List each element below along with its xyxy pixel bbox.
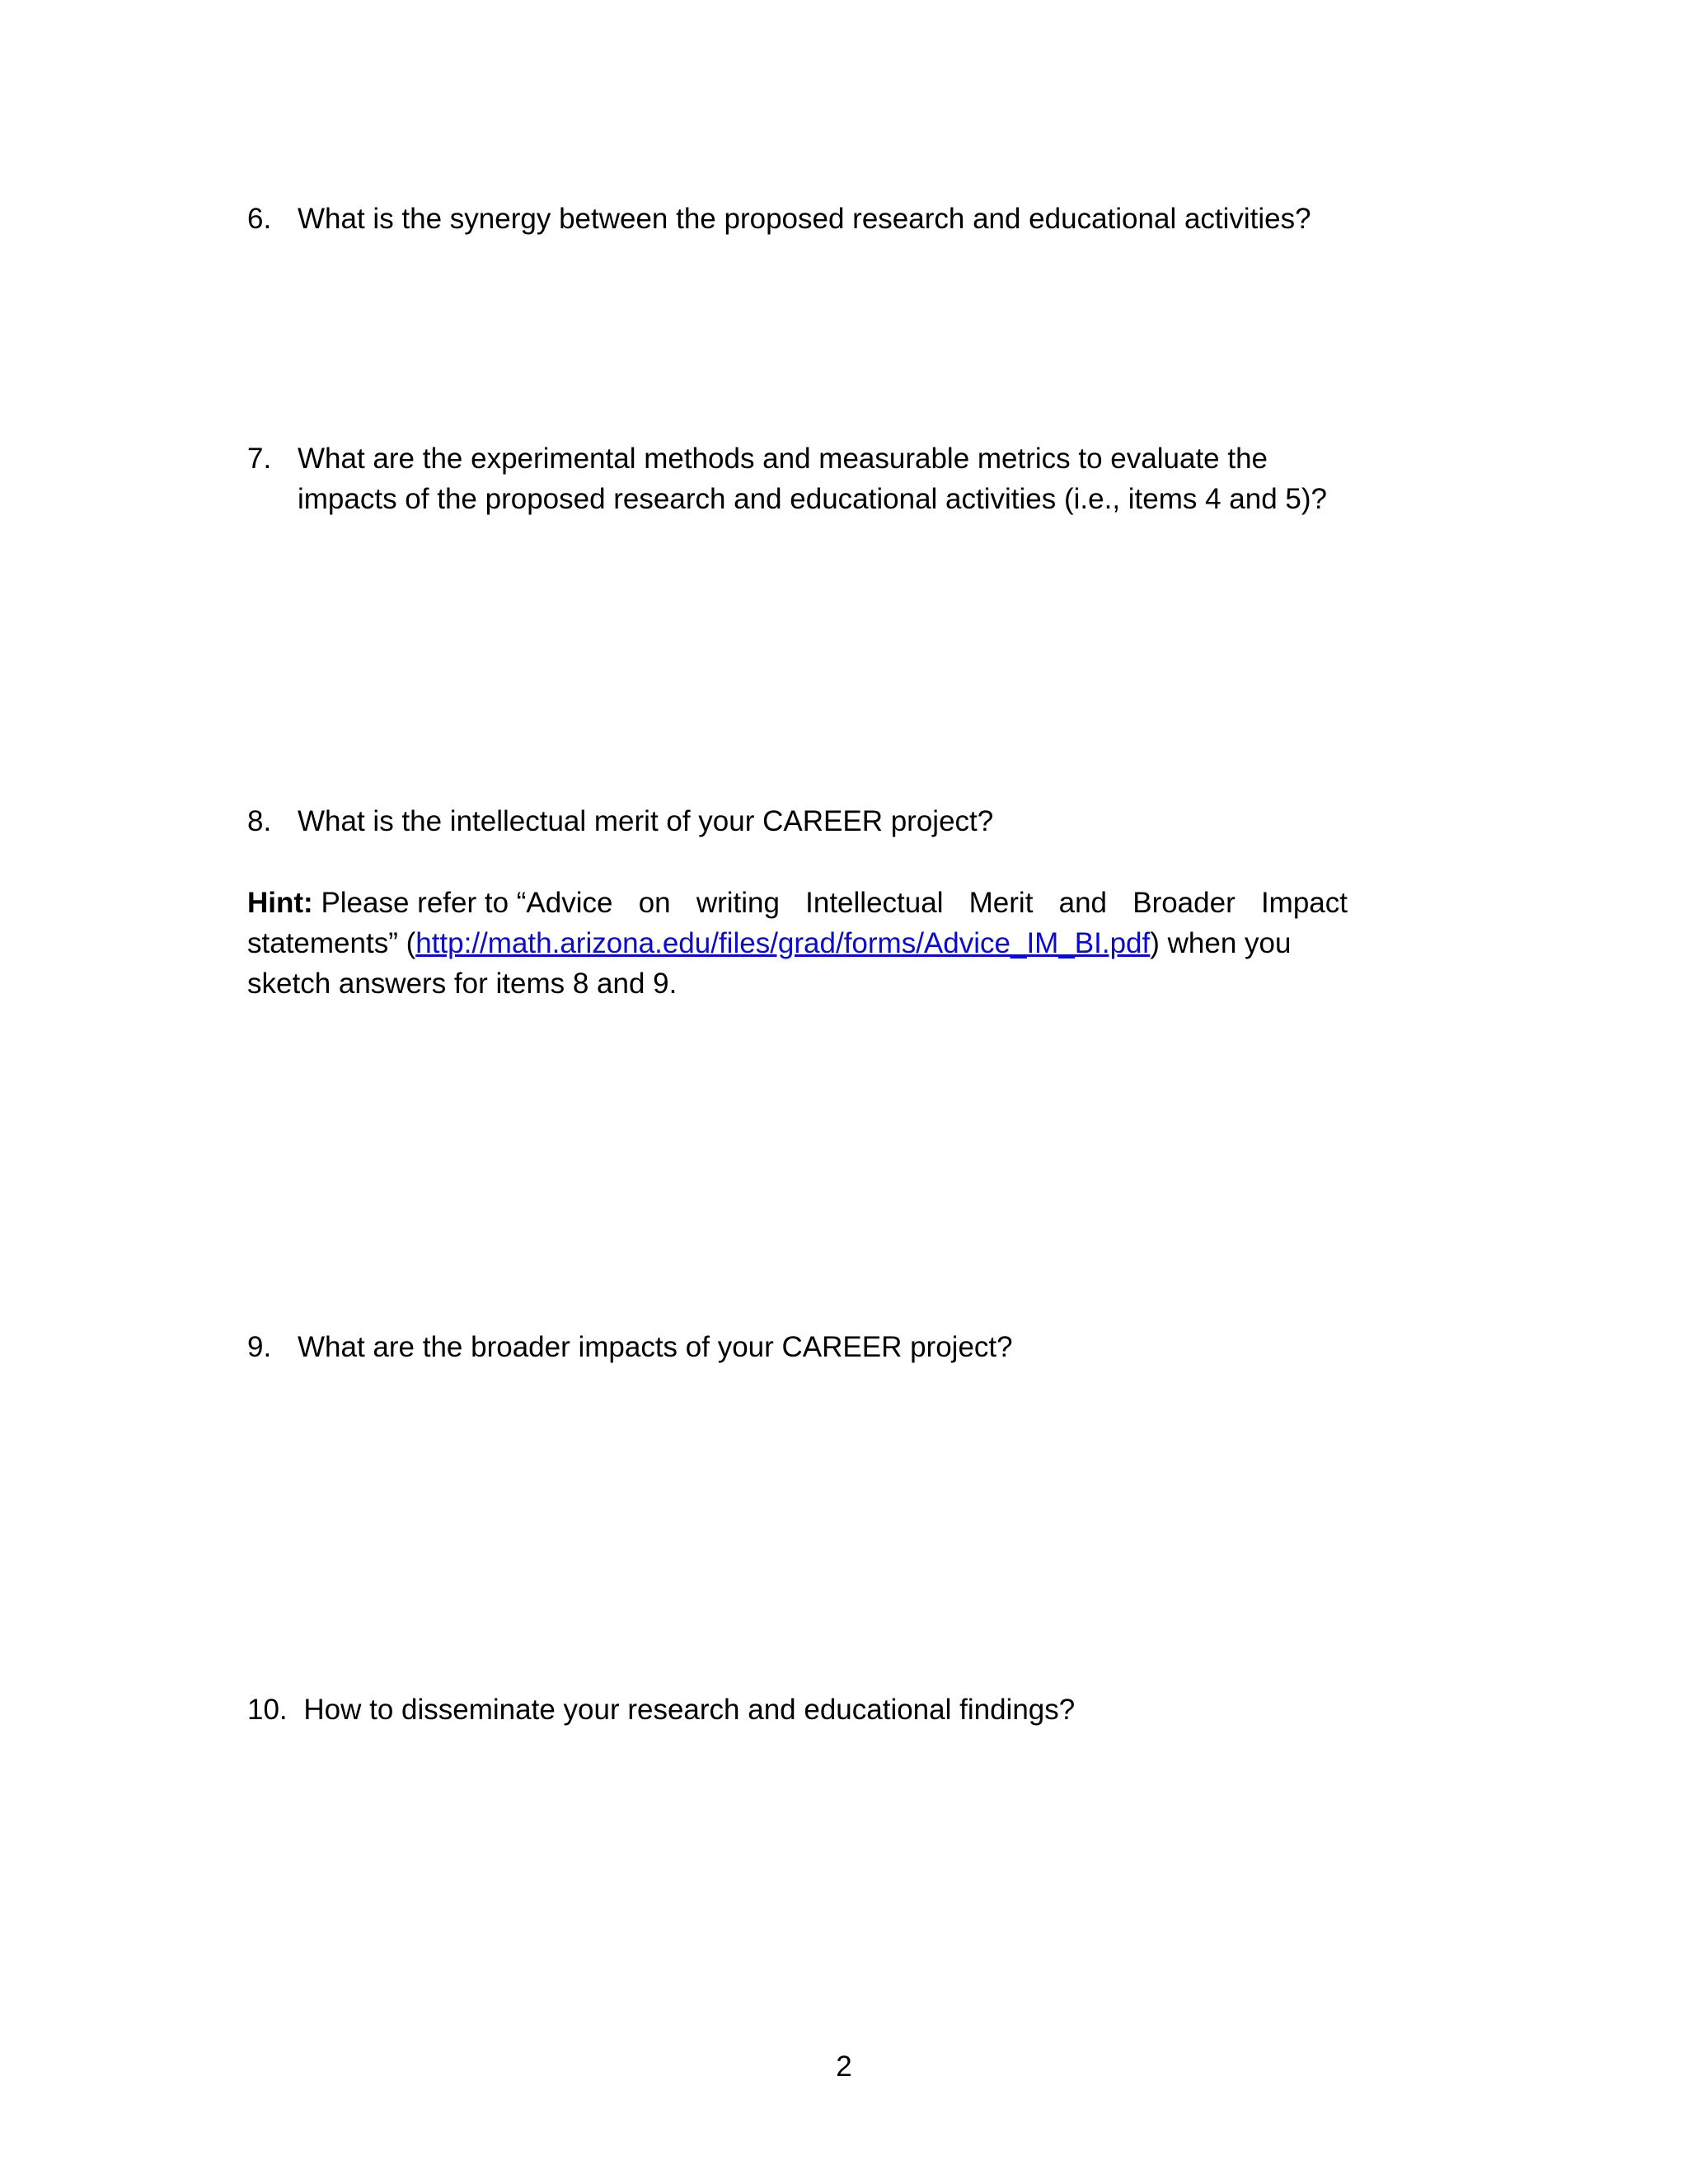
question-line: How to disseminate your research and educational findings? — [303, 1694, 1076, 1726]
hint-word: writing — [696, 887, 780, 919]
question-7 — [247, 438, 1426, 515]
hint-word: Intellectual — [805, 887, 944, 919]
hint-word: Broader — [1132, 887, 1236, 919]
hint-word: Impact — [1260, 887, 1348, 919]
question-text — [298, 438, 1327, 519]
question-9 — [247, 1327, 1426, 1367]
question-number: 9. — [247, 1331, 272, 1363]
question-line: What are the experimental methods and measurable metrics to evaluate the — [298, 443, 1268, 475]
question-line: impacts of the proposed research and educational activities (i.e., items 4 and 5)? — [298, 483, 1328, 515]
question-text — [298, 199, 1311, 239]
question-10 — [247, 1690, 1426, 1730]
hint-text: ) when you — [1150, 927, 1292, 959]
hint-word: Please refer to “Advice — [321, 887, 613, 919]
question-line: What is the intellectual merit of your CAREER project? — [298, 805, 994, 837]
hint-line-1 — [247, 883, 1348, 923]
hint-word: on — [638, 887, 671, 919]
question-number: 7. — [247, 443, 272, 475]
hint-word: and — [1058, 887, 1108, 919]
question-number: 6. — [247, 203, 272, 235]
question-line: What are the broader impacts of your CAREER project? — [298, 1331, 1013, 1363]
hint-paragraph — [247, 883, 1393, 1004]
question-line: What is the synergy between the proposed research and educational activities? — [298, 203, 1311, 235]
hint-line-2 — [247, 923, 1393, 963]
hint-word: Merit — [968, 887, 1034, 919]
question-number: 8. — [247, 805, 272, 837]
question-8 — [247, 801, 1426, 841]
page-number: 2 — [836, 2050, 852, 2083]
question-6 — [247, 199, 1426, 239]
hint-label: Hint: — [247, 887, 313, 919]
hint-line-3: sketch answers for items 8 and 9. — [247, 968, 678, 1000]
question-text — [298, 1327, 1013, 1367]
question-text — [298, 801, 993, 841]
hint-text: statements” ( — [247, 927, 416, 959]
hint-lead — [247, 883, 613, 923]
advice-pdf-link[interactable]: http://math.arizona.edu/files/grad/forms/Advice_IM_BI.pdf — [415, 927, 1151, 959]
question-number: 10. — [247, 1694, 288, 1726]
question-text — [303, 1694, 1075, 1726]
